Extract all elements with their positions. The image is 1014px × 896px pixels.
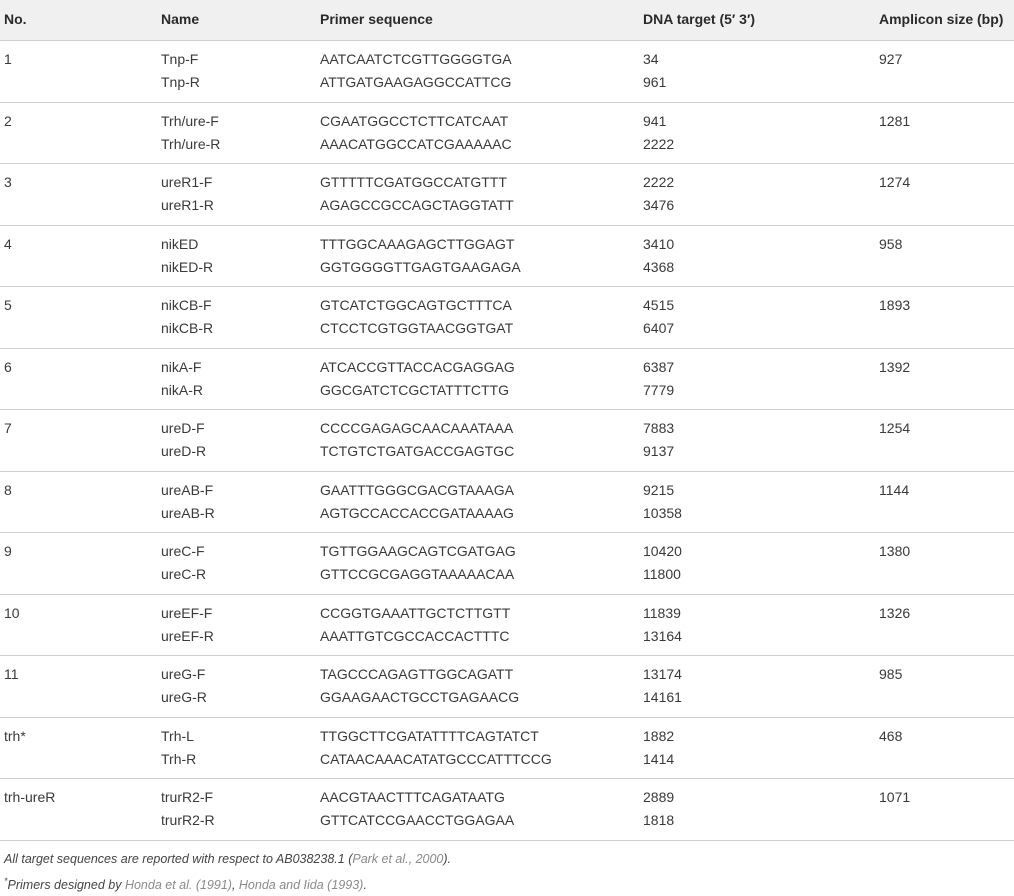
primer-sequence: AACGTAACTTTCAGATAATG [320, 789, 505, 805]
primer-sequence: AGTGCCACCACCGATAAAAG [320, 504, 514, 521]
row-number: 1 [4, 51, 12, 67]
primer-name: Tnp-F [161, 51, 199, 67]
primer-sequence: GTCATCTGGCAGTGCTTTCA [320, 297, 512, 313]
amplicon-size: 958 [879, 235, 903, 252]
amplicon-size: 1144 [879, 481, 910, 498]
dna-target: 11839 [643, 604, 681, 621]
row-number: 8 [4, 481, 12, 498]
primer-name: ureC-R [161, 566, 207, 582]
amplicon-size: 1893 [879, 297, 911, 313]
primer-name: nikA-F [161, 358, 202, 375]
row-number: 7 [4, 420, 12, 436]
primer-sequence: GTTTTTCGATGGCCATGTTT [320, 174, 507, 190]
primer-name: ureAB-F [161, 481, 214, 498]
primer-sequence: TTTGGCAAAGAGCTTGGAGT [320, 235, 515, 252]
primer-name: nikED [161, 235, 199, 252]
primer-sequence: ATTGATGAAGAGGCCATTCG [320, 74, 512, 90]
primer-name: trurR2-F [161, 789, 214, 805]
header-no: No. [4, 11, 27, 27]
primer-sequence: ATCACCGTTACCACGAGGAG [320, 358, 515, 375]
footnote-2-end: . [363, 878, 367, 893]
table-row [0, 41, 1014, 103]
table-body [0, 41, 1014, 841]
primer-sequence: GTTCCGCGAGGTAAAAACAA [320, 566, 515, 582]
dna-target: 3410 [643, 235, 675, 252]
dna-target: 7883 [643, 420, 675, 436]
row-number: 11 [4, 666, 19, 682]
dna-target: 4368 [643, 258, 675, 275]
row-number: 10 [4, 604, 20, 621]
dna-target: 10358 [643, 504, 682, 521]
footnote-1-ref[interactable]: Park et al., 2000 [352, 852, 444, 866]
dna-target: 11800 [643, 566, 681, 582]
primer-name: ureD-F [161, 420, 205, 436]
row-number: 6 [4, 358, 12, 375]
primer-name: Trh/ure-R [161, 135, 221, 152]
primer-name: nikA-R [161, 381, 204, 398]
dna-target: 13174 [643, 666, 682, 682]
primer-sequence: CCGGTGAAATTGCTCTTGTT [320, 604, 511, 621]
header-amplicon: Amplicon size (bp) [879, 11, 1004, 27]
primer-sequence: AAATTGTCGCCACCACTTTC [320, 627, 510, 644]
dna-target: 2222 [643, 135, 675, 152]
primer-name: nikCB-F [161, 297, 212, 313]
footnote-1-end: ). [443, 852, 452, 866]
row-number: 5 [4, 297, 12, 313]
table-row [0, 103, 1014, 165]
table-row [0, 226, 1014, 288]
dna-target: 941 [643, 112, 667, 129]
table-row [0, 718, 1014, 780]
table-footnotes [4, 848, 451, 896]
amplicon-size: 1392 [879, 358, 911, 375]
amplicon-size: 1254 [879, 420, 911, 436]
header-name: Name [161, 11, 200, 27]
primer-name: Trh/ure-F [161, 112, 219, 129]
amplicon-size: 1380 [879, 543, 911, 559]
header-sequence: Primer sequence [320, 11, 433, 27]
primer-sequence: AATCAATCTCGTTGGGGTGA [320, 51, 512, 67]
row-number: 3 [4, 174, 12, 190]
dna-target: 7779 [643, 381, 675, 398]
primer-sequence: TCTGTCTGATGACCGAGTGC [320, 443, 515, 459]
footnote-2-star: * [4, 876, 8, 886]
primer-sequence: CGAATGGCCTCTTCATCAAT [320, 112, 509, 129]
footnote-2-ref1[interactable]: Honda et al. (1991) [124, 878, 232, 893]
row-number: 4 [4, 235, 12, 252]
table-row [0, 656, 1014, 718]
dna-target: 6407 [643, 320, 675, 336]
table-row [0, 287, 1014, 349]
header-dna-target: DNA target (5′ 3′) [643, 11, 755, 27]
primer-name: ureR1-R [161, 197, 214, 213]
primer-name: Tnp-R [161, 74, 200, 90]
primer-name: ureR1-F [161, 174, 213, 190]
dna-target: 9215 [643, 481, 675, 498]
footnote-1 [4, 848, 451, 870]
table-row [0, 533, 1014, 595]
dna-target: 14161 [643, 689, 682, 705]
primer-name: trurR2-R [161, 812, 215, 828]
primer-sequence: CCCCGAGAGCAACAAATAAA [320, 420, 514, 436]
table-header [0, 0, 1014, 41]
table-row [0, 472, 1014, 534]
footnote-1-text: All target sequences are reported with respect to AB038238.1 ( [4, 852, 353, 866]
primer-sequence: GGTGGGGTTGAGTGAAGAGA [320, 258, 521, 275]
amplicon-size: 927 [879, 51, 903, 67]
dna-target: 961 [643, 74, 667, 90]
dna-target: 4515 [643, 297, 675, 313]
primer-sequence: GGCGATCTCGCTATTTCTTG [320, 381, 509, 398]
table-row [0, 779, 1014, 841]
primer-sequence: GGAAGAACTGCCTGAGAACG [320, 689, 520, 705]
row-number: trh-ureR [4, 789, 56, 805]
primer-name: nikED-R [161, 258, 214, 275]
primer-sequence: TAGCCCAGAGTTGGCAGATT [320, 666, 514, 682]
primer-name: Trh-L [161, 727, 194, 744]
primer-sequence: CTCCTCGTGGTAACGGTGAT [320, 320, 514, 336]
dna-target: 9137 [643, 443, 675, 459]
dna-target: 2889 [643, 789, 675, 805]
dna-target: 3476 [643, 197, 675, 213]
dna-target: 13164 [643, 627, 682, 644]
footnote-2-text: Primers designed by [7, 878, 125, 893]
amplicon-size: 1274 [879, 174, 911, 190]
primer-name: Trh-R [161, 750, 197, 767]
primer-sequence: GTTCATCCGAACCTGGAGAA [320, 812, 515, 828]
primer-sequence: AGAGCCGCCAGCTAGGTATT [320, 197, 514, 213]
dna-target: 34 [643, 51, 659, 67]
primer-name: ureG-R [161, 689, 207, 705]
row-number: 9 [4, 543, 12, 559]
row-number: trh* [4, 727, 26, 744]
table-row [0, 164, 1014, 226]
primer-sequence: GAATTTGGGCGACGTAAAGA [320, 481, 514, 498]
primer-sequence: TGTTGGAAGCAGTCGATGAG [320, 543, 516, 559]
table-row [0, 349, 1014, 411]
dna-target: 6387 [643, 358, 675, 375]
dna-target: 1818 [643, 812, 675, 828]
primer-sequence: AAACATGGCCATCGAAAAAC [320, 135, 512, 152]
primer-name: ureEF-R [161, 627, 214, 644]
amplicon-size: 468 [879, 727, 903, 744]
table-row [0, 410, 1014, 472]
footnote-2 [4, 870, 451, 896]
primer-name: ureG-F [161, 666, 206, 682]
primer-name: ureC-F [161, 543, 205, 559]
dna-target: 1414 [643, 750, 675, 767]
footnote-2-sep: , [231, 878, 239, 893]
amplicon-size: 985 [879, 666, 903, 682]
row-number: 2 [4, 112, 12, 129]
primer-name: ureD-R [161, 443, 207, 459]
primer-name: ureAB-R [161, 504, 215, 521]
table-row [0, 595, 1014, 657]
primer-sequence: CATAACAAACATATGCCCATTTCCG [320, 750, 552, 767]
amplicon-size: 1071 [879, 789, 911, 805]
primer-name: nikCB-R [161, 320, 214, 336]
dna-target: 2222 [643, 174, 675, 190]
footnote-2-ref2[interactable]: Honda and Iida (1993) [238, 878, 364, 893]
amplicon-size: 1326 [879, 604, 911, 621]
dna-target: 10420 [643, 543, 682, 559]
primer-sequence: TTGGCTTCGATATTTTCAGTATCT [320, 727, 539, 744]
amplicon-size: 1281 [879, 112, 911, 129]
dna-target: 1882 [643, 727, 675, 744]
primer-name: ureEF-F [161, 604, 213, 621]
